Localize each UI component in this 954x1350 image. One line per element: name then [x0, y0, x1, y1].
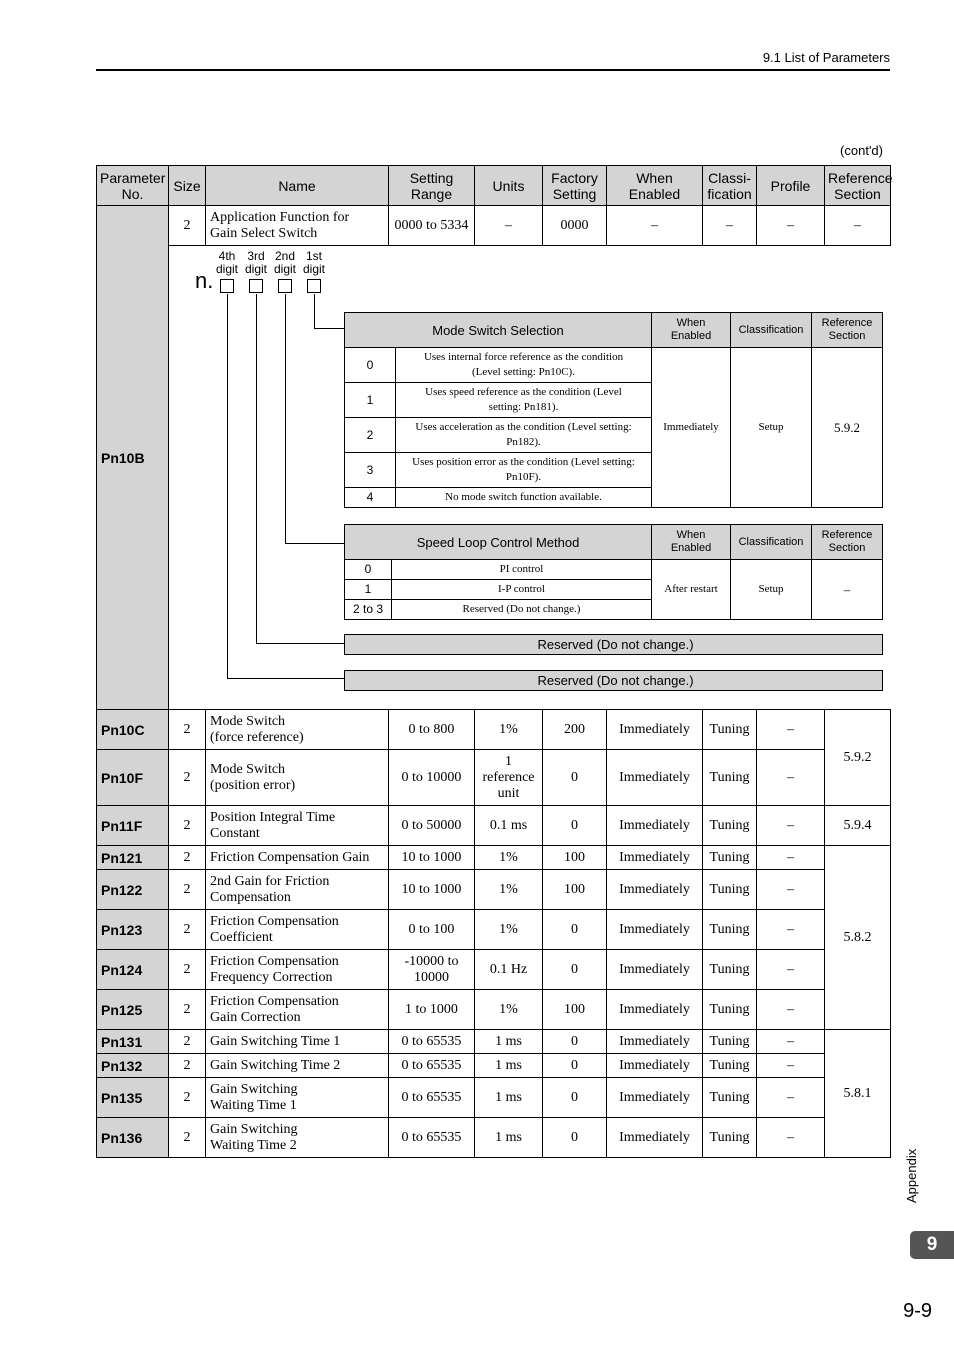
digit-box-1st [307, 279, 321, 293]
col-header-name: Name [206, 166, 389, 206]
table-row [97, 206, 891, 246]
range-cell: 0 to 100 [389, 910, 475, 950]
classi-cell: Tuning [703, 990, 757, 1030]
size-cell: 2 [169, 910, 206, 950]
units-cell: 1 reference unit [475, 750, 543, 806]
classi-cell: Tuning [703, 910, 757, 950]
when-cell: Immediately [607, 750, 703, 806]
range-cell: 0 to 10000 [389, 750, 475, 806]
side-tab-appendix: Appendix [904, 1148, 919, 1203]
units-cell: 1% [475, 846, 543, 870]
connector-line [227, 294, 228, 679]
when-cell: Immediately [607, 1118, 703, 1158]
table-row [97, 710, 891, 750]
units-cell: 0.1 ms [475, 806, 543, 846]
mode-switch-class: Setup [731, 348, 812, 508]
factory-cell: 0 [543, 1030, 607, 1054]
digit-box-4th [220, 279, 234, 293]
ref-cell: 5.9.4 [825, 806, 891, 846]
col-header-reference-section: Reference Section [825, 166, 891, 206]
range-cell: -10000 to 10000 [389, 950, 475, 990]
speed-loop-class: Setup [731, 560, 812, 620]
ref-cell: 5.8.2 [825, 846, 891, 1030]
factory-cell: 0 [543, 1078, 607, 1118]
size-cell: 2 [169, 950, 206, 990]
when-cell: Immediately [607, 870, 703, 910]
continued-label: (cont'd) [840, 143, 883, 158]
option-value: 1 [345, 383, 396, 418]
option-desc: I-P control [392, 580, 652, 600]
option-value: 1 [345, 580, 392, 600]
factory-cell: 0 [543, 1054, 607, 1078]
header-rule [96, 69, 890, 71]
param-no: Pn124 [97, 950, 169, 990]
col-header-units: Units [475, 166, 543, 206]
running-header: 9.1 List of Parameters [762, 50, 890, 65]
option-value: 4 [345, 488, 396, 508]
size-cell: 2 [169, 846, 206, 870]
option-value: 0 [345, 348, 396, 383]
profile-cell: – [757, 710, 825, 750]
table-row [97, 1118, 891, 1158]
option-desc: Reserved (Do not change.) [392, 600, 652, 620]
connector-line [314, 294, 315, 328]
range-cell: 0 to 65535 [389, 1118, 475, 1158]
connector-line [285, 543, 344, 544]
table-row [97, 1078, 891, 1118]
units-cell: 1 ms [475, 1118, 543, 1158]
col-header-profile: Profile [757, 166, 825, 206]
name-cell: Mode Switch (force reference) [206, 710, 389, 750]
name-cell: Friction Compensation Gain [206, 846, 389, 870]
when-cell: Immediately [607, 1030, 703, 1054]
profile-cell: – [757, 910, 825, 950]
param-no: Pn131 [97, 1030, 169, 1054]
range-cell: 0000 to 5334 [389, 206, 475, 246]
profile-cell: – [757, 750, 825, 806]
table-row [97, 910, 891, 950]
factory-cell: 100 [543, 990, 607, 1030]
reserved-bar-4th-digit: Reserved (Do not change.) [344, 670, 883, 691]
factory-cell: 0 [543, 1118, 607, 1158]
range-cell: 1 to 1000 [389, 990, 475, 1030]
digit-box-2nd [278, 279, 292, 293]
option-value: 2 [345, 418, 396, 453]
n-prefix: n. [195, 268, 214, 293]
connector-line [256, 643, 344, 644]
factory-cell: 200 [543, 710, 607, 750]
name-cell: Gain Switching Time 1 [206, 1030, 389, 1054]
param-no: Pn11F [97, 806, 169, 846]
size-cell: 2 [169, 710, 206, 750]
connector-line [227, 678, 344, 679]
profile-cell: – [757, 870, 825, 910]
when-cell: Immediately [607, 990, 703, 1030]
speed-loop-when-header: When Enabled [652, 525, 731, 560]
name-cell: Gain Switching Waiting Time 2 [206, 1118, 389, 1158]
units-cell: 1% [475, 990, 543, 1030]
param-no: Pn121 [97, 846, 169, 870]
when-cell: Immediately [607, 710, 703, 750]
name-cell: Friction Compensation Gain Correction [206, 990, 389, 1030]
profile-cell: – [757, 206, 825, 246]
connector-line [314, 328, 344, 329]
mode-switch-ref: 5.9.2 [812, 348, 883, 508]
param-no: Pn135 [97, 1078, 169, 1118]
digit-box-3rd [249, 279, 263, 293]
classi-cell: Tuning [703, 950, 757, 990]
connector-line [256, 294, 257, 644]
classi-cell: Tuning [703, 1118, 757, 1158]
factory-cell: 0 [543, 950, 607, 990]
classi-cell: Tuning [703, 846, 757, 870]
table-header-row [97, 166, 891, 206]
size-cell: 2 [169, 1118, 206, 1158]
table-row [97, 750, 891, 806]
factory-cell: 100 [543, 846, 607, 870]
table-row [97, 846, 891, 870]
option-desc: Uses acceleration as the condition (Level setting: Pn182). [396, 418, 652, 453]
speed-loop-when: After restart [652, 560, 731, 620]
classi-cell: Tuning [703, 1078, 757, 1118]
mode-switch-when-header: When Enabled [652, 313, 731, 348]
when-cell: Immediately [607, 1054, 703, 1078]
col-header-size: Size [169, 166, 206, 206]
param-no: Pn10F [97, 750, 169, 806]
param-no: Pn10C [97, 710, 169, 750]
chapter-tab: 9 [910, 1231, 954, 1259]
param-no: Pn10B [97, 206, 169, 710]
when-cell: Immediately [607, 910, 703, 950]
profile-cell: – [757, 1118, 825, 1158]
pn10b-detail [169, 246, 891, 710]
classi-cell: Tuning [703, 750, 757, 806]
classi-cell: – [703, 206, 757, 246]
col-header-setting-range: Setting Range [389, 166, 475, 206]
table-row [97, 1054, 891, 1078]
mode-switch-title: Mode Switch Selection [345, 313, 652, 348]
col-header-factory-setting: Factory Setting [543, 166, 607, 206]
factory-cell: 0000 [543, 206, 607, 246]
size-cell: 2 [169, 750, 206, 806]
option-value: 3 [345, 453, 396, 488]
name-cell: Friction Compensation Frequency Correction [206, 950, 389, 990]
classi-cell: Tuning [703, 1054, 757, 1078]
range-cell: 10 to 1000 [389, 870, 475, 910]
param-no: Pn125 [97, 990, 169, 1030]
option-desc: No mode switch function available. [396, 488, 652, 508]
digit-label-1st: 1st digit [302, 249, 325, 276]
range-cell: 0 to 65535 [389, 1030, 475, 1054]
table-row [97, 990, 891, 1030]
size-cell: 2 [169, 1030, 206, 1054]
size-cell: 2 [169, 1054, 206, 1078]
range-cell: 0 to 65535 [389, 1078, 475, 1118]
classi-cell: Tuning [703, 870, 757, 910]
factory-cell: 0 [543, 750, 607, 806]
size-cell: 2 [169, 1078, 206, 1118]
size-cell: 2 [169, 870, 206, 910]
units-cell: – [475, 206, 543, 246]
mode-switch-class-header: Classification [731, 313, 812, 348]
size-cell: 2 [169, 206, 206, 246]
digit-label-3rd: 3rd digit [244, 249, 267, 276]
units-cell: 1% [475, 710, 543, 750]
units-cell: 1 ms [475, 1030, 543, 1054]
option-value: 0 [345, 560, 392, 580]
digit-label-4th: 4th digit [215, 249, 238, 276]
classi-cell: Tuning [703, 806, 757, 846]
parameter-table [96, 165, 891, 1158]
speed-loop-title: Speed Loop Control Method [345, 525, 652, 560]
profile-cell: – [757, 846, 825, 870]
name-cell: Position Integral Time Constant [206, 806, 389, 846]
page-number: 9-9 [903, 1300, 932, 1322]
profile-cell: – [757, 1078, 825, 1118]
mode-switch-when: Immediately [652, 348, 731, 508]
param-no: Pn122 [97, 870, 169, 910]
when-cell: Immediately [607, 1078, 703, 1118]
name-cell: 2nd Gain for Friction Compensation [206, 870, 389, 910]
option-desc: Uses speed reference as the condition (Level setting: Pn181). [396, 383, 652, 418]
range-cell: 0 to 800 [389, 710, 475, 750]
units-cell: 1% [475, 910, 543, 950]
param-no: Pn123 [97, 910, 169, 950]
table-row [97, 806, 891, 846]
reserved-bar-3rd-digit: Reserved (Do not change.) [344, 634, 883, 655]
mode-switch-table [344, 312, 883, 508]
name-cell: Mode Switch (position error) [206, 750, 389, 806]
speed-loop-class-header: Classification [731, 525, 812, 560]
classi-cell: Tuning [703, 1030, 757, 1054]
units-cell: 1% [475, 870, 543, 910]
col-header-when-enabled: When Enabled [607, 166, 703, 206]
profile-cell: – [757, 806, 825, 846]
units-cell: 0.1 Hz [475, 950, 543, 990]
range-cell: 0 to 50000 [389, 806, 475, 846]
col-header-classification: Classi- fication [703, 166, 757, 206]
option-value: 2 to 3 [345, 600, 392, 620]
table-row [97, 870, 891, 910]
range-cell: 0 to 65535 [389, 1054, 475, 1078]
factory-cell: 0 [543, 910, 607, 950]
col-header-parameter-no: Parameter No. [97, 166, 169, 206]
digit-label-2nd: 2nd digit [273, 249, 296, 276]
option-desc: PI control [392, 560, 652, 580]
connector-line [285, 294, 286, 544]
units-cell: 1 ms [475, 1078, 543, 1118]
speed-loop-ref-header: Reference Section [812, 525, 883, 560]
profile-cell: – [757, 1030, 825, 1054]
when-cell: – [607, 206, 703, 246]
option-desc: Uses internal force reference as the condition (Level setting: Pn10C). [396, 348, 652, 383]
mode-switch-ref-header: Reference Section [812, 313, 883, 348]
name-cell: Application Function for Gain Select Switch [206, 206, 389, 246]
pn10b-detail-row [97, 246, 891, 710]
profile-cell: – [757, 990, 825, 1030]
range-cell: 10 to 1000 [389, 846, 475, 870]
profile-cell: – [757, 950, 825, 990]
name-cell: Gain Switching Time 2 [206, 1054, 389, 1078]
table-row [97, 1030, 891, 1054]
classi-cell: Tuning [703, 710, 757, 750]
table-row [97, 950, 891, 990]
name-cell: Gain Switching Waiting Time 1 [206, 1078, 389, 1118]
units-cell: 1 ms [475, 1054, 543, 1078]
size-cell: 2 [169, 990, 206, 1030]
when-cell: Immediately [607, 806, 703, 846]
factory-cell: 0 [543, 806, 607, 846]
when-cell: Immediately [607, 950, 703, 990]
profile-cell: – [757, 1054, 825, 1078]
factory-cell: 100 [543, 870, 607, 910]
param-no: Pn136 [97, 1118, 169, 1158]
speed-loop-table [344, 524, 883, 620]
ref-cell: 5.8.1 [825, 1030, 891, 1158]
size-cell: 2 [169, 806, 206, 846]
name-cell: Friction Compensation Coefficient [206, 910, 389, 950]
when-cell: Immediately [607, 846, 703, 870]
ref-cell: 5.9.2 [825, 710, 891, 806]
ref-cell: – [825, 206, 891, 246]
option-desc: Uses position error as the condition (Level setting: Pn10F). [396, 453, 652, 488]
param-no: Pn132 [97, 1054, 169, 1078]
speed-loop-ref: – [812, 560, 883, 620]
